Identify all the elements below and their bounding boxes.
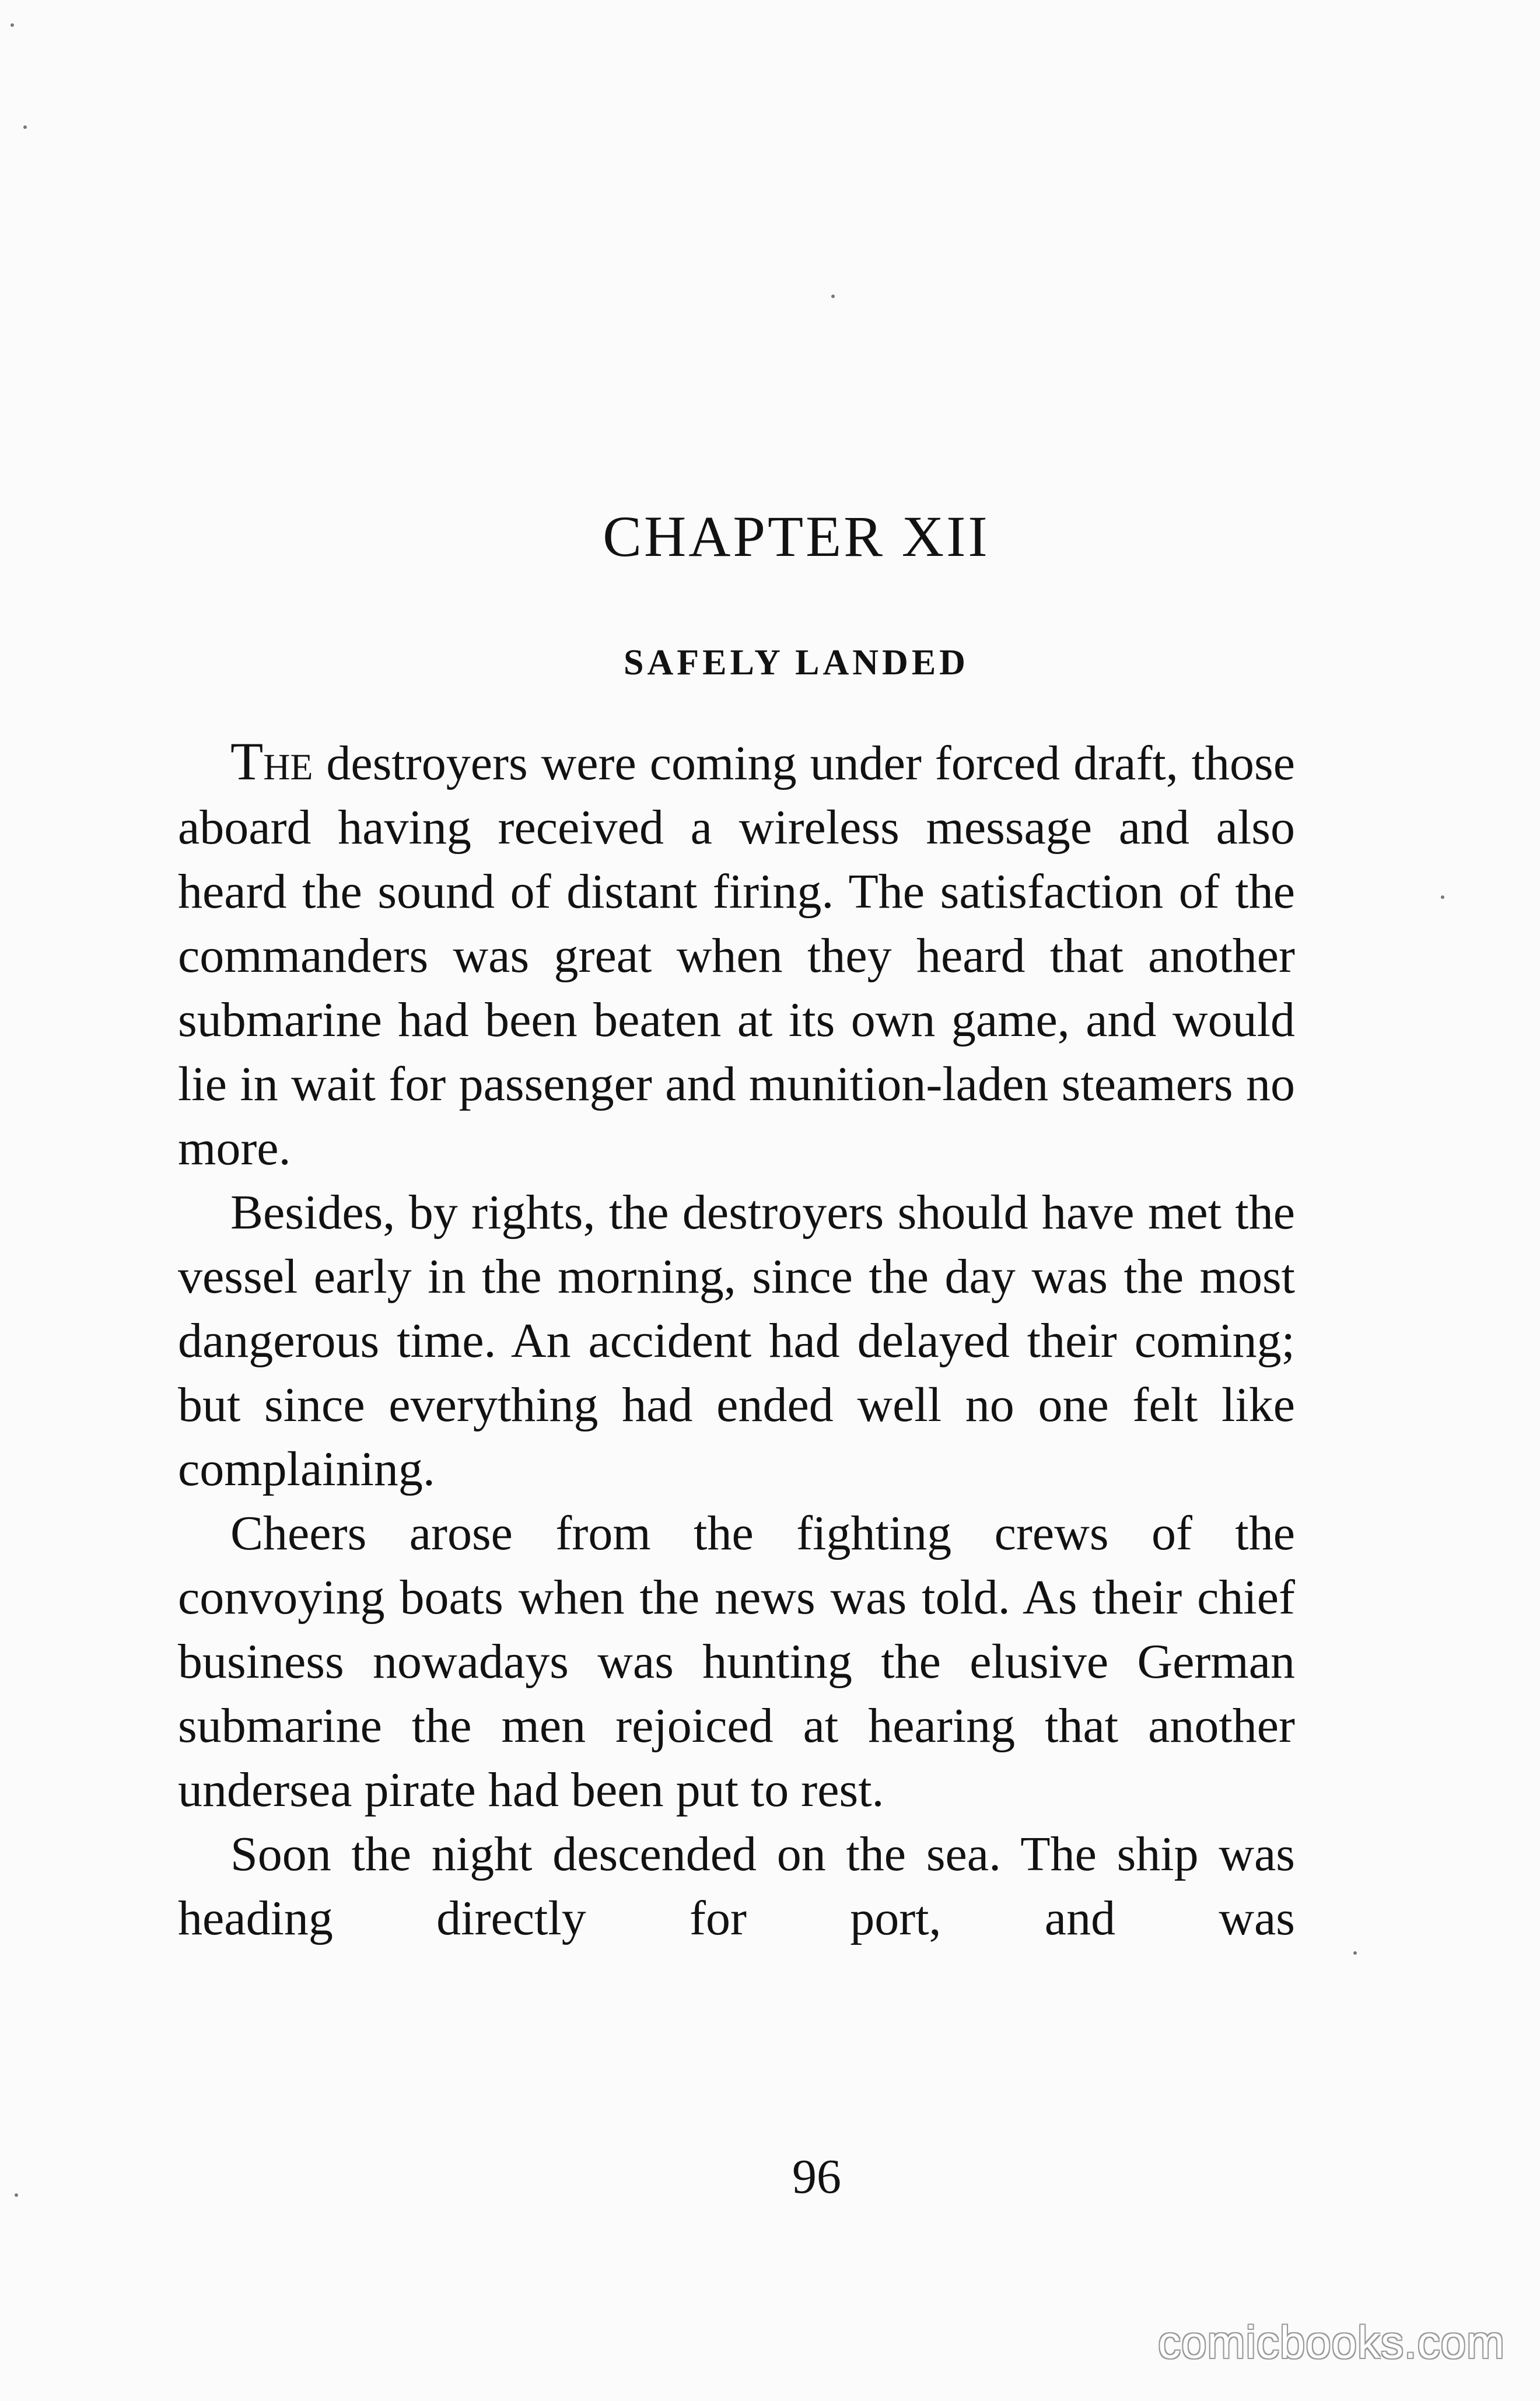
- page-number: 96: [792, 2150, 841, 2204]
- print-speck: [10, 23, 14, 27]
- print-speck: [831, 295, 835, 298]
- paragraph-text: destroyers were coming under forced draft, those aboard having received a wireless message and also heard the sound of distant firing. The satisfaction of the commanders was great when they heard that another submarine had been beaten at its own game, and would lie in wait for passenger and munition-laden steamers no more.: [178, 736, 1295, 1175]
- print-speck: [23, 125, 27, 129]
- chapter-body: [178, 729, 1295, 1951]
- paragraph-text: Soon the night descended on the sea. The ship was heading directly for port, and was: [178, 1827, 1295, 1945]
- chapter-subtitle: SAFELY LANDED: [624, 643, 969, 682]
- paragraph-text: Cheers arose from the fighting crews of the convoying boats when the news was told. As their chief business nowadays was hunting the elusive German submarine the men rejoiced at hearing that another undersea pirate had been put to rest.: [178, 1506, 1295, 1817]
- paragraph-4: [178, 1822, 1295, 1951]
- chapter-title: CHAPTER XII: [603, 504, 990, 569]
- lead-word: The: [230, 732, 313, 791]
- paragraph-2: [178, 1181, 1295, 1502]
- print-speck: [1441, 895, 1444, 899]
- paragraph-3: [178, 1502, 1295, 1822]
- paragraph-text: Besides, by rights, the destroyers should have met the vessel early in the morning, since the day was the most dangerous time. An accident had delayed their coming; but since everything had ended well no one felt like complaining.: [178, 1185, 1295, 1496]
- watermark-logo: comicbooks.com: [1158, 2316, 1505, 2368]
- print-speck: [1353, 1951, 1357, 1955]
- print-speck: [15, 2193, 18, 2197]
- paragraph-1: [178, 729, 1295, 1181]
